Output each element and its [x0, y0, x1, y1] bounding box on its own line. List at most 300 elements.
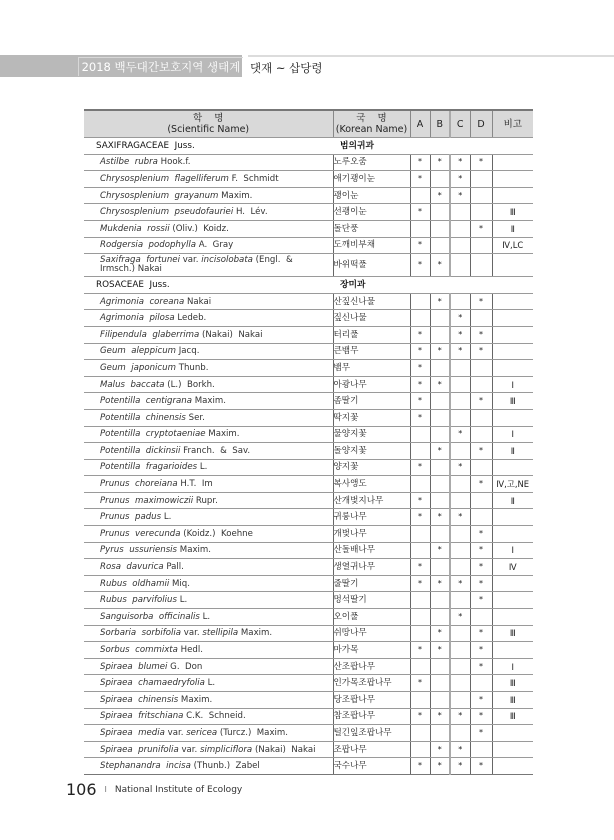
occurrence-mark: *: [418, 761, 422, 771]
note-cell: Ⅱ: [492, 220, 533, 237]
table-row: [84, 254, 533, 277]
col-header-korean-kr: 국 명: [356, 113, 387, 124]
occurrence-mark: *: [458, 744, 463, 754]
table-row: [84, 360, 533, 377]
scientific-name: [84, 204, 333, 221]
occurrence-d: [470, 625, 492, 642]
occurrence-a: [410, 575, 430, 592]
occurrence-mark: *: [437, 445, 442, 455]
korean-name: 물양지꽃: [333, 426, 410, 443]
table-row: [84, 393, 533, 410]
occurrence-c: [450, 443, 470, 460]
taxon-authority: Hook.f.: [157, 157, 191, 168]
taxon-name: Potentilla dickinsii: [100, 445, 181, 456]
taxon-authority: var.: [179, 255, 202, 266]
occurrence-d: [470, 675, 492, 692]
occurrence-c: [450, 492, 470, 509]
occurrence-mark: *: [458, 711, 463, 721]
note-cell: [492, 326, 533, 343]
scientific-name: [84, 343, 333, 360]
occurrence-mark: *: [437, 744, 442, 754]
occurrence-a: [410, 393, 430, 410]
survey-title: 2018 백두대간보호지역 생태계 조사: [78, 57, 243, 76]
note-cell: [492, 592, 533, 609]
occurrence-mark: *: [479, 578, 483, 588]
col-header-scientific-kr: 학 명: [193, 113, 224, 124]
occurrence-mark: *: [437, 379, 442, 389]
occurrence-a: [410, 692, 430, 709]
scientific-name: [84, 426, 333, 443]
scientific-name: [84, 443, 333, 460]
occurrence-mark: *: [458, 329, 463, 339]
occurrence-mark: *: [479, 296, 483, 306]
occurrence-d: [470, 154, 492, 171]
taxon-name: Prunus maximowiczii: [100, 495, 194, 506]
occurrence-mark: *: [458, 173, 463, 183]
occurrence-a: [410, 725, 430, 742]
korean-name: 바위떡풀: [333, 254, 410, 277]
occurrence-c: [450, 675, 470, 692]
note-cell: [492, 154, 533, 171]
taxon-authority: H. Lév.: [233, 207, 268, 218]
occurrence-d: [470, 293, 492, 310]
occurrence-mark: *: [458, 313, 463, 323]
scientific-name: [84, 376, 333, 393]
taxon-name: Spiraea fritschiana: [100, 711, 184, 722]
occurrence-c: [450, 509, 470, 526]
occurrence-d: [470, 237, 492, 254]
taxon-authority: var.: [178, 744, 201, 755]
occurrence-d: [470, 326, 492, 343]
footer-separator: I: [104, 785, 107, 794]
scientific-name: [84, 658, 333, 675]
occurrence-d: [470, 658, 492, 675]
taxon-authority: Maxim.: [205, 429, 240, 440]
occurrence-b: [430, 476, 450, 493]
taxon-name: Sorbus commixta: [100, 645, 178, 656]
occurrence-c: [450, 625, 470, 642]
occurrence-b: [430, 154, 450, 171]
korean-name: 털긴잎조팝나무: [333, 725, 410, 742]
taxon-authority: Ser.: [185, 412, 205, 423]
korean-name: 국수나무: [333, 758, 410, 775]
note-cell: Ⅲ: [492, 393, 533, 410]
occurrence-mark: *: [418, 495, 422, 505]
occurrence-a: [410, 758, 430, 775]
occurrence-c: [450, 708, 470, 725]
korean-name: 뱀무: [333, 360, 410, 377]
korean-name: 괭이눈: [333, 187, 410, 204]
occurrence-c: [450, 725, 470, 742]
occurrence-mark: *: [437, 190, 442, 200]
occurrence-c: [450, 326, 470, 343]
occurrence-a: [410, 526, 430, 543]
occurrence-b: [430, 237, 450, 254]
table-row: [84, 326, 533, 343]
occurrence-b: [430, 642, 450, 659]
scientific-name: [84, 171, 333, 188]
occurrence-mark: *: [479, 595, 483, 605]
occurrence-a: [410, 592, 430, 609]
occurrence-mark: *: [418, 711, 422, 721]
occurrence-c: [450, 343, 470, 360]
occurrence-a: [410, 360, 430, 377]
scientific-name: [84, 692, 333, 709]
korean-name: 오이풀: [333, 609, 410, 626]
occurrence-b: [430, 187, 450, 204]
scientific-name: [84, 575, 333, 592]
occurrence-a: [410, 204, 430, 221]
occurrence-b: [430, 741, 450, 758]
table-row: [84, 609, 533, 626]
occurrence-c: [450, 187, 470, 204]
page-number: 106: [66, 780, 97, 799]
taxon-name: Potentilla cryptotaeniae: [100, 429, 206, 440]
occurrence-mark: *: [458, 429, 463, 439]
korean-name: 복사앵도: [333, 476, 410, 493]
occurrence-a: [410, 237, 430, 254]
occurrence-c: [450, 592, 470, 609]
occurrence-c: [450, 293, 470, 310]
occurrence-d: [470, 476, 492, 493]
occurrence-mark: *: [418, 678, 422, 688]
col-header-a: A: [410, 110, 430, 138]
occurrence-mark: *: [458, 578, 463, 588]
institute-name: National Institute of Ecology: [114, 785, 243, 795]
col-header-note: 비고: [492, 110, 533, 138]
occurrence-c: [450, 459, 470, 476]
occurrence-b: [430, 509, 450, 526]
taxon-authority: Maxim.: [178, 694, 213, 705]
occurrence-mark: *: [437, 628, 442, 638]
table-row: [84, 758, 533, 775]
col-header-scientific: [84, 110, 333, 138]
korean-name: 짚신나물: [333, 310, 410, 327]
note-cell: [492, 409, 533, 426]
table-row: [84, 492, 533, 509]
occurrence-a: [410, 187, 430, 204]
occurrence-mark: *: [418, 412, 422, 422]
occurrence-mark: *: [418, 207, 422, 217]
occurrence-a: [410, 154, 430, 171]
table-row: [84, 187, 533, 204]
scientific-name: [84, 609, 333, 626]
occurrence-mark: *: [437, 578, 442, 588]
taxon-name: Prunus verecunda: [100, 528, 181, 539]
occurrence-c: [450, 741, 470, 758]
korean-name: 아광나무: [333, 376, 410, 393]
occurrence-mark: *: [479, 727, 483, 737]
scientific-name: [84, 187, 333, 204]
occurrence-a: [410, 625, 430, 642]
korean-name: 도깨비부채: [333, 237, 410, 254]
taxon-name: Saxifraga fortunei: [100, 255, 180, 266]
occurrence-b: [430, 592, 450, 609]
table-row: [84, 509, 533, 526]
note-cell: [492, 343, 533, 360]
occurrence-mark: *: [437, 296, 442, 306]
occurrence-b: [430, 459, 450, 476]
korean-name: 생열귀나무: [333, 559, 410, 576]
occurrence-a: [410, 559, 430, 576]
korean-name: 개벚나무: [333, 526, 410, 543]
occurrence-mark: *: [418, 462, 422, 472]
korean-name: 참조팝나무: [333, 708, 410, 725]
scientific-name: [84, 741, 333, 758]
korean-name: 큰뱀무: [333, 343, 410, 360]
taxon-authority: G. Don: [167, 661, 203, 672]
occurrence-mark: *: [437, 512, 442, 522]
occurrence-a: [410, 476, 430, 493]
col-header-korean-en: (Korean Name): [335, 124, 408, 135]
taxon-name: Sanguisorba officinalis: [100, 611, 200, 622]
occurrence-mark: *: [418, 645, 422, 655]
table-row: [84, 658, 533, 675]
occurrence-c: [450, 575, 470, 592]
occurrence-mark: *: [479, 396, 483, 406]
occurrence-c: [450, 642, 470, 659]
note-cell: Ⅰ: [492, 376, 533, 393]
scientific-name: [84, 310, 333, 327]
table-row: [84, 476, 533, 493]
note-cell: [492, 187, 533, 204]
occurrence-b: [430, 343, 450, 360]
taxon-name: Prunus choreiana: [100, 479, 178, 490]
taxon-authority: Rupr.: [193, 495, 218, 506]
taxon-name: Spiraea blumei: [100, 661, 168, 672]
occurrence-a: [410, 220, 430, 237]
occurrence-a: [410, 675, 430, 692]
occurrence-mark: *: [479, 545, 483, 555]
occurrence-mark: *: [479, 694, 483, 704]
occurrence-c: [450, 758, 470, 775]
scientific-name: [84, 758, 333, 775]
family-scientific-name: SAXIFRAGACEAE Juss.: [84, 138, 333, 155]
occurrence-mark: *: [437, 645, 442, 655]
occurrence-a: [410, 658, 430, 675]
note-cell: Ⅰ: [492, 426, 533, 443]
occurrence-a: [410, 509, 430, 526]
occurrence-mark: *: [479, 157, 483, 167]
scientific-name: [84, 625, 333, 642]
scientific-name: [84, 708, 333, 725]
scientific-name: [84, 237, 333, 254]
table-row: [84, 293, 533, 310]
occurrence-b: [430, 492, 450, 509]
occurrence-b: [430, 409, 450, 426]
note-cell: Ⅲ: [492, 625, 533, 642]
taxon-authority: Maxim.: [218, 190, 253, 201]
occurrence-mark: *: [418, 512, 422, 522]
note-cell: [492, 509, 533, 526]
korean-name: 산돌배나무: [333, 542, 410, 559]
taxon-name: Stephanandra incisa: [100, 761, 191, 772]
note-cell: [492, 609, 533, 626]
taxon-authority: (Nakai) Nakai: [199, 329, 263, 340]
table-row: [84, 725, 533, 742]
occurrence-d: [470, 254, 492, 277]
note-cell: Ⅱ: [492, 443, 533, 460]
occurrence-c: [450, 542, 470, 559]
occurrence-d: [470, 692, 492, 709]
taxon-name: Spiraea prunifolia: [100, 744, 179, 755]
family-row: [84, 277, 533, 294]
note-cell: [492, 741, 533, 758]
taxon-name: stellipila: [202, 628, 239, 639]
taxon-name: Malus baccata: [100, 379, 165, 390]
scientific-name: [84, 725, 333, 742]
korean-name: 양지꽃: [333, 459, 410, 476]
occurrence-b: [430, 426, 450, 443]
col-header-b: B: [430, 110, 450, 138]
occurrence-mark: *: [479, 329, 483, 339]
occurrence-d: [470, 559, 492, 576]
occurrence-d: [470, 187, 492, 204]
taxon-name: Sorbaria sorbifolia: [100, 628, 182, 639]
table-row: [84, 409, 533, 426]
note-cell: Ⅳ,LC: [492, 237, 533, 254]
occurrence-a: [410, 326, 430, 343]
table-row: [84, 708, 533, 725]
occurrence-d: [470, 426, 492, 443]
taxon-authority: L.: [176, 595, 188, 606]
taxon-authority: (Turcz.) Maxim.: [217, 727, 289, 738]
taxon-authority: (Oliv.) Koidz.: [169, 223, 229, 234]
korean-name: 노루오줌: [333, 154, 410, 171]
taxon-name: Spiraea chinensis: [100, 694, 179, 705]
occurrence-mark: *: [418, 346, 422, 356]
korean-name: 산짚신나물: [333, 293, 410, 310]
taxon-name: Chrysosplenium flagelliferum: [100, 173, 229, 184]
occurrence-mark: *: [479, 761, 483, 771]
occurrence-d: [470, 443, 492, 460]
occurrence-b: [430, 204, 450, 221]
occurrence-d: [470, 171, 492, 188]
korean-name: 산조팝나무: [333, 658, 410, 675]
taxon-authority: L.: [161, 512, 172, 523]
family-korean-name: 범의귀과: [333, 138, 533, 155]
occurrence-mark: *: [479, 562, 483, 572]
occurrence-d: [470, 542, 492, 559]
occurrence-b: [430, 708, 450, 725]
occurrence-mark: *: [437, 346, 442, 356]
taxon-authority: Thunb.: [175, 362, 209, 373]
occurrence-d: [470, 725, 492, 742]
taxon-name: Spiraea media: [100, 727, 165, 738]
occurrence-d: [470, 393, 492, 410]
occurrence-b: [430, 559, 450, 576]
note-cell: [492, 360, 533, 377]
occurrence-b: [430, 725, 450, 742]
note-cell: Ⅳ: [492, 559, 533, 576]
taxon-name: Pyrus ussuriensis: [100, 545, 178, 556]
occurrence-c: [450, 692, 470, 709]
occurrence-b: [430, 254, 450, 277]
occurrence-c: [450, 376, 470, 393]
occurrence-b: [430, 609, 450, 626]
occurrence-d: [470, 509, 492, 526]
occurrence-c: [450, 204, 470, 221]
scientific-name: [84, 559, 333, 576]
korean-name: 돌단풍: [333, 220, 410, 237]
taxon-authority: (Thunb.) Zabel: [190, 761, 260, 772]
taxon-name: sericea: [186, 727, 218, 738]
occurrence-c: [450, 171, 470, 188]
table-row: [84, 220, 533, 237]
occurrence-a: [410, 492, 430, 509]
occurrence-mark: *: [458, 190, 463, 200]
taxon-authority: (Koidz.) Koehne: [180, 528, 253, 539]
family-row: [84, 138, 533, 155]
korean-name: 귀룽나무: [333, 509, 410, 526]
table-row: [84, 692, 533, 709]
korean-name: 마가목: [333, 642, 410, 659]
occurrence-mark: *: [418, 173, 422, 183]
scientific-name: [84, 326, 333, 343]
occurrence-d: [470, 459, 492, 476]
col-header-c: C: [450, 110, 470, 138]
scientific-name: [84, 293, 333, 310]
note-cell: [492, 758, 533, 775]
scientific-name: [84, 492, 333, 509]
occurrence-c: [450, 409, 470, 426]
occurrence-mark: *: [479, 711, 483, 721]
note-cell: [492, 725, 533, 742]
table-row: [84, 443, 533, 460]
taxon-authority: (Nakai) Nakai: [252, 744, 316, 755]
taxon-authority: Ledeb.: [174, 313, 207, 324]
note-cell: Ⅳ,고,NE: [492, 476, 533, 493]
korean-name: 산개벚지나무: [333, 492, 410, 509]
occurrence-mark: *: [458, 512, 463, 522]
scientific-name: [84, 476, 333, 493]
occurrence-mark: *: [418, 240, 422, 250]
scientific-name: [84, 592, 333, 609]
occurrence-mark: *: [437, 260, 442, 270]
occurrence-b: [430, 443, 450, 460]
table-body: [84, 138, 533, 775]
taxon-name: Prunus padus: [100, 512, 162, 523]
taxon-name: Potentilla chinensis: [100, 412, 186, 423]
occurrence-mark: *: [437, 545, 442, 555]
occurrence-c: [450, 426, 470, 443]
taxon-name: Astilbe rubra: [100, 157, 158, 168]
occurrence-mark: *: [458, 611, 463, 621]
scientific-name: [84, 254, 333, 277]
occurrence-d: [470, 642, 492, 659]
scientific-name: [84, 360, 333, 377]
taxon-name: Chrysosplenium grayanum: [100, 190, 219, 201]
section-title: 댓재 ~ 삽당령: [250, 61, 323, 75]
note-cell: Ⅲ: [492, 692, 533, 709]
occurrence-a: [410, 443, 430, 460]
header-rule: [248, 55, 614, 57]
occurrence-d: [470, 220, 492, 237]
occurrence-c: [450, 154, 470, 171]
occurrence-mark: *: [479, 346, 483, 356]
note-cell: [492, 293, 533, 310]
taxon-authority: Maxim.: [238, 628, 273, 639]
korean-name: 인가목조팝나무: [333, 675, 410, 692]
col-header-korean: [333, 110, 410, 138]
korean-name: 쉬땅나무: [333, 625, 410, 642]
occurrence-d: [470, 575, 492, 592]
occurrence-c: [450, 254, 470, 277]
taxon-authority: H.T. Im: [177, 479, 213, 490]
taxon-authority: Miq.: [169, 578, 190, 589]
note-cell: [492, 459, 533, 476]
note-cell: [492, 642, 533, 659]
